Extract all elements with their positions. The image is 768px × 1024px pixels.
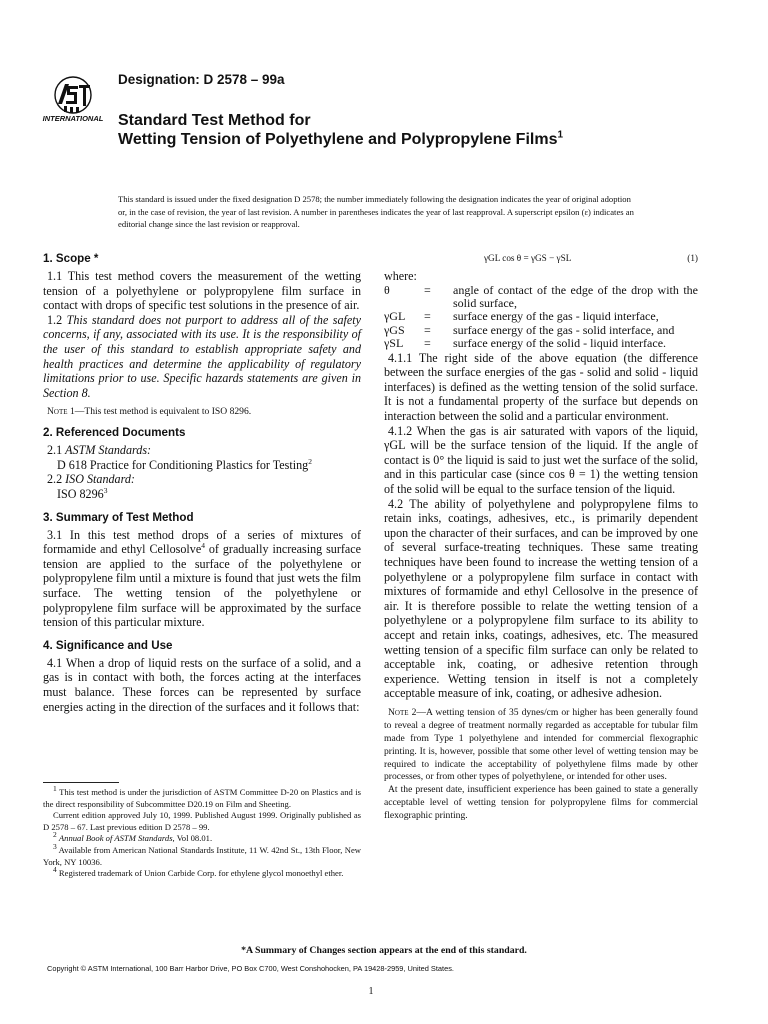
note-2: Note 2—A wetting tension of 35 dynes/cm or higher has been generally found to reveal a degree of treatment normally regarded as acceptable for tubular film made from Type 1 polyethylene and intended for commercial flexographic printing. It is, however, possible that some other level of wetting tension may be required to indicate the acceptability of polyethylene films made by other processes, or from other types of polyethylene, or intended for other uses. bbox=[384, 706, 698, 783]
logo-caption: INTERNATIONAL bbox=[42, 114, 104, 122]
definitions-table bbox=[384, 284, 698, 351]
ref-2-2: 2.2 ISO Standard: bbox=[47, 472, 135, 487]
note-2-continued: At the present date, insufficient experience has been gained to state a generally acceptable level of wetting tension for polypropylene films for commercial flexographic printing. bbox=[384, 784, 698, 822]
para-4-1: 4.1 When a drop of liquid rests on the surface of a solid, and a gas is in contact with both, the forces acting at the interfaces must balance. These forces can be represented by surface energies acting in the direction of the surfaces and it follows that: bbox=[43, 655, 361, 714]
equation-1 bbox=[384, 251, 698, 269]
section-2-heading: 2. Referenced Documents bbox=[43, 426, 186, 440]
equation-number: (1) bbox=[687, 253, 698, 263]
ref-2-1: 2.1 ASTM Standards: bbox=[47, 443, 152, 458]
designation: Designation: D 2578 – 99a bbox=[118, 72, 285, 87]
left-column bbox=[43, 251, 361, 714]
footnote-1: $^1$ This test method is under the jurisdiction of ASTM Committee D-20 on Plastics and is the direct responsibility of Subcommittee D20.19 on Film and Sheeting. bbox=[43, 784, 361, 809]
ref-iso: ISO 8296$^3$ bbox=[57, 486, 108, 502]
para-3-1: 3.1 In this test method drops of a series of mixtures of formamide and ethyl Cellosolve$^4$ of gradually increasing surface tension are applied to the surface of the polyethylene or polypropylene film until a mixture is found that just wets the film surface. The wetting tension of the polyethylene or polypropylene film surface will be approximated by the surface tension of this particular mixture. bbox=[43, 527, 361, 630]
footnote-rule bbox=[43, 782, 119, 783]
page-number: 1 bbox=[368, 986, 374, 997]
issuance-statement: This standard is issued under the fixed designation D 2578; the number immediately following the designation indicates the year of original adoption or, in the case of revision, the year of last revision. A number in parentheses indicates the year of last reapproval. A superscript epsilon (ε) indicates an editorial change since the last revision or reapproval. bbox=[118, 194, 634, 229]
definition-row: γGL = surface energy of the gas - liquid interface, bbox=[384, 309, 659, 324]
right-column bbox=[384, 251, 698, 823]
ref-d618: D 618 Practice for Conditioning Plastics for Testing$^2$ bbox=[57, 456, 312, 472]
astm-logo bbox=[34, 74, 112, 122]
footnote-1-edition: Current edition approved July 10, 1999. Published August 1999. Originally published as D 2578 – 67. Last previous edition D 2578 – 99. bbox=[43, 810, 361, 832]
summary-of-changes-note: *A Summary of Changes section appears at the end of this standard. bbox=[241, 945, 527, 956]
note-1: Note 1—This test method is equivalent to ISO 8296. bbox=[47, 406, 252, 418]
document-title bbox=[118, 111, 563, 149]
para-1-2: 1.2 This standard does not purport to address all of the safety concerns, if any, associated with its use. It is the responsibility of the user of this standard to establish appropriate safety and health practices and determine the applicability of regulatory limitations prior to use. Specific hazards statements are given in Section 8. bbox=[43, 312, 361, 400]
definition-row: θ = angle of contact of the edge of the drop with the solid surface, bbox=[384, 282, 698, 310]
astm-logo-icon bbox=[34, 74, 112, 122]
definition-row: γSL = surface energy of the solid - liquid interface. bbox=[384, 336, 667, 351]
section-1-heading: 1. Scope * bbox=[43, 252, 99, 265]
title-line-1: Standard Test Method for bbox=[118, 112, 311, 129]
para-4-1-2: 4.1.2 When the gas is air saturated with vapors of the liquid, γGL will be the surface tension of the liquid. If the angle of contact is 0° the liquid is said to just wet the surface of the solid, and in this particular case (since cos θ = 1) the wetting tension of the solid will be equal to the surface tension of the liquid. bbox=[384, 423, 698, 496]
para-4-1-1: 4.1.1 The right side of the above equation (the difference between the surface energies of the gas - solid and solid - liquid interfaces) is defined as the wetting tension of the solid surface. It is not a fundamental property of the surface but depends on interaction between the solid and a particular environment. bbox=[384, 350, 698, 423]
para-1-1: 1.1 This test method covers the measurement of the wetting tension of a polyethylene or polypropylene film surface in contact with drops of specific test solutions in the presence of air. bbox=[43, 269, 361, 313]
title-line-2: Wetting Tension of Polyethylene and Polypropylene Films$^1$ bbox=[118, 129, 564, 148]
section-3-heading: 3. Summary of Test Method bbox=[43, 510, 194, 524]
definition-row: γGS = surface energy of the gas - solid interface, and bbox=[384, 322, 675, 337]
copyright: Copyright © ASTM International, 100 Barr Harbor Drive, PO Box C700, West Conshohocken, PA 19428-2959, United States. bbox=[47, 964, 454, 973]
where-label: where: bbox=[384, 269, 417, 283]
para-4-2: 4.2 The ability of polyethylene and polypropylene films to retain inks, coatings, adhesives, etc., is primarily dependent upon the character of their surfaces, and can be improved by one of several surface-treating techniques. These same treating techniques have been found to increase the wetting tension of a polyethylene or a polypropylene film surface in contact with mixtures of formamide and ethyl Cellosolve in the presence of air. It is therefore possible to relate the wetting tension of a polyethylene or a polypropylene film surface to its ability to accept and retain inks, coatings, adhesives, etc. The measured wetting tension of a specific film surface can only be related to acceptable ink, coating, or adhesive retention through experience. Wetting tension in itself is not a completely acceptable measure of ink, coating, or adhesive adhesion. bbox=[384, 496, 698, 701]
footnote-4: $^4$ Registered trademark of Union Carbide Corp. for ethylene glycol monoethyl ether. bbox=[53, 865, 344, 879]
footnotes bbox=[43, 784, 361, 880]
footnote-2: $^2$ Annual Book of ASTM Standards, Vol 08.01. bbox=[53, 830, 213, 844]
footnote-3: $^3$ Available from American National Standards Institute, 11 W. 42nd St., 13th Floor, New York, NY 10036. bbox=[43, 842, 361, 867]
section-4-heading: 4. Significance and Use bbox=[43, 638, 173, 652]
equation: γGL cos θ = γGS − γSL bbox=[484, 253, 572, 263]
